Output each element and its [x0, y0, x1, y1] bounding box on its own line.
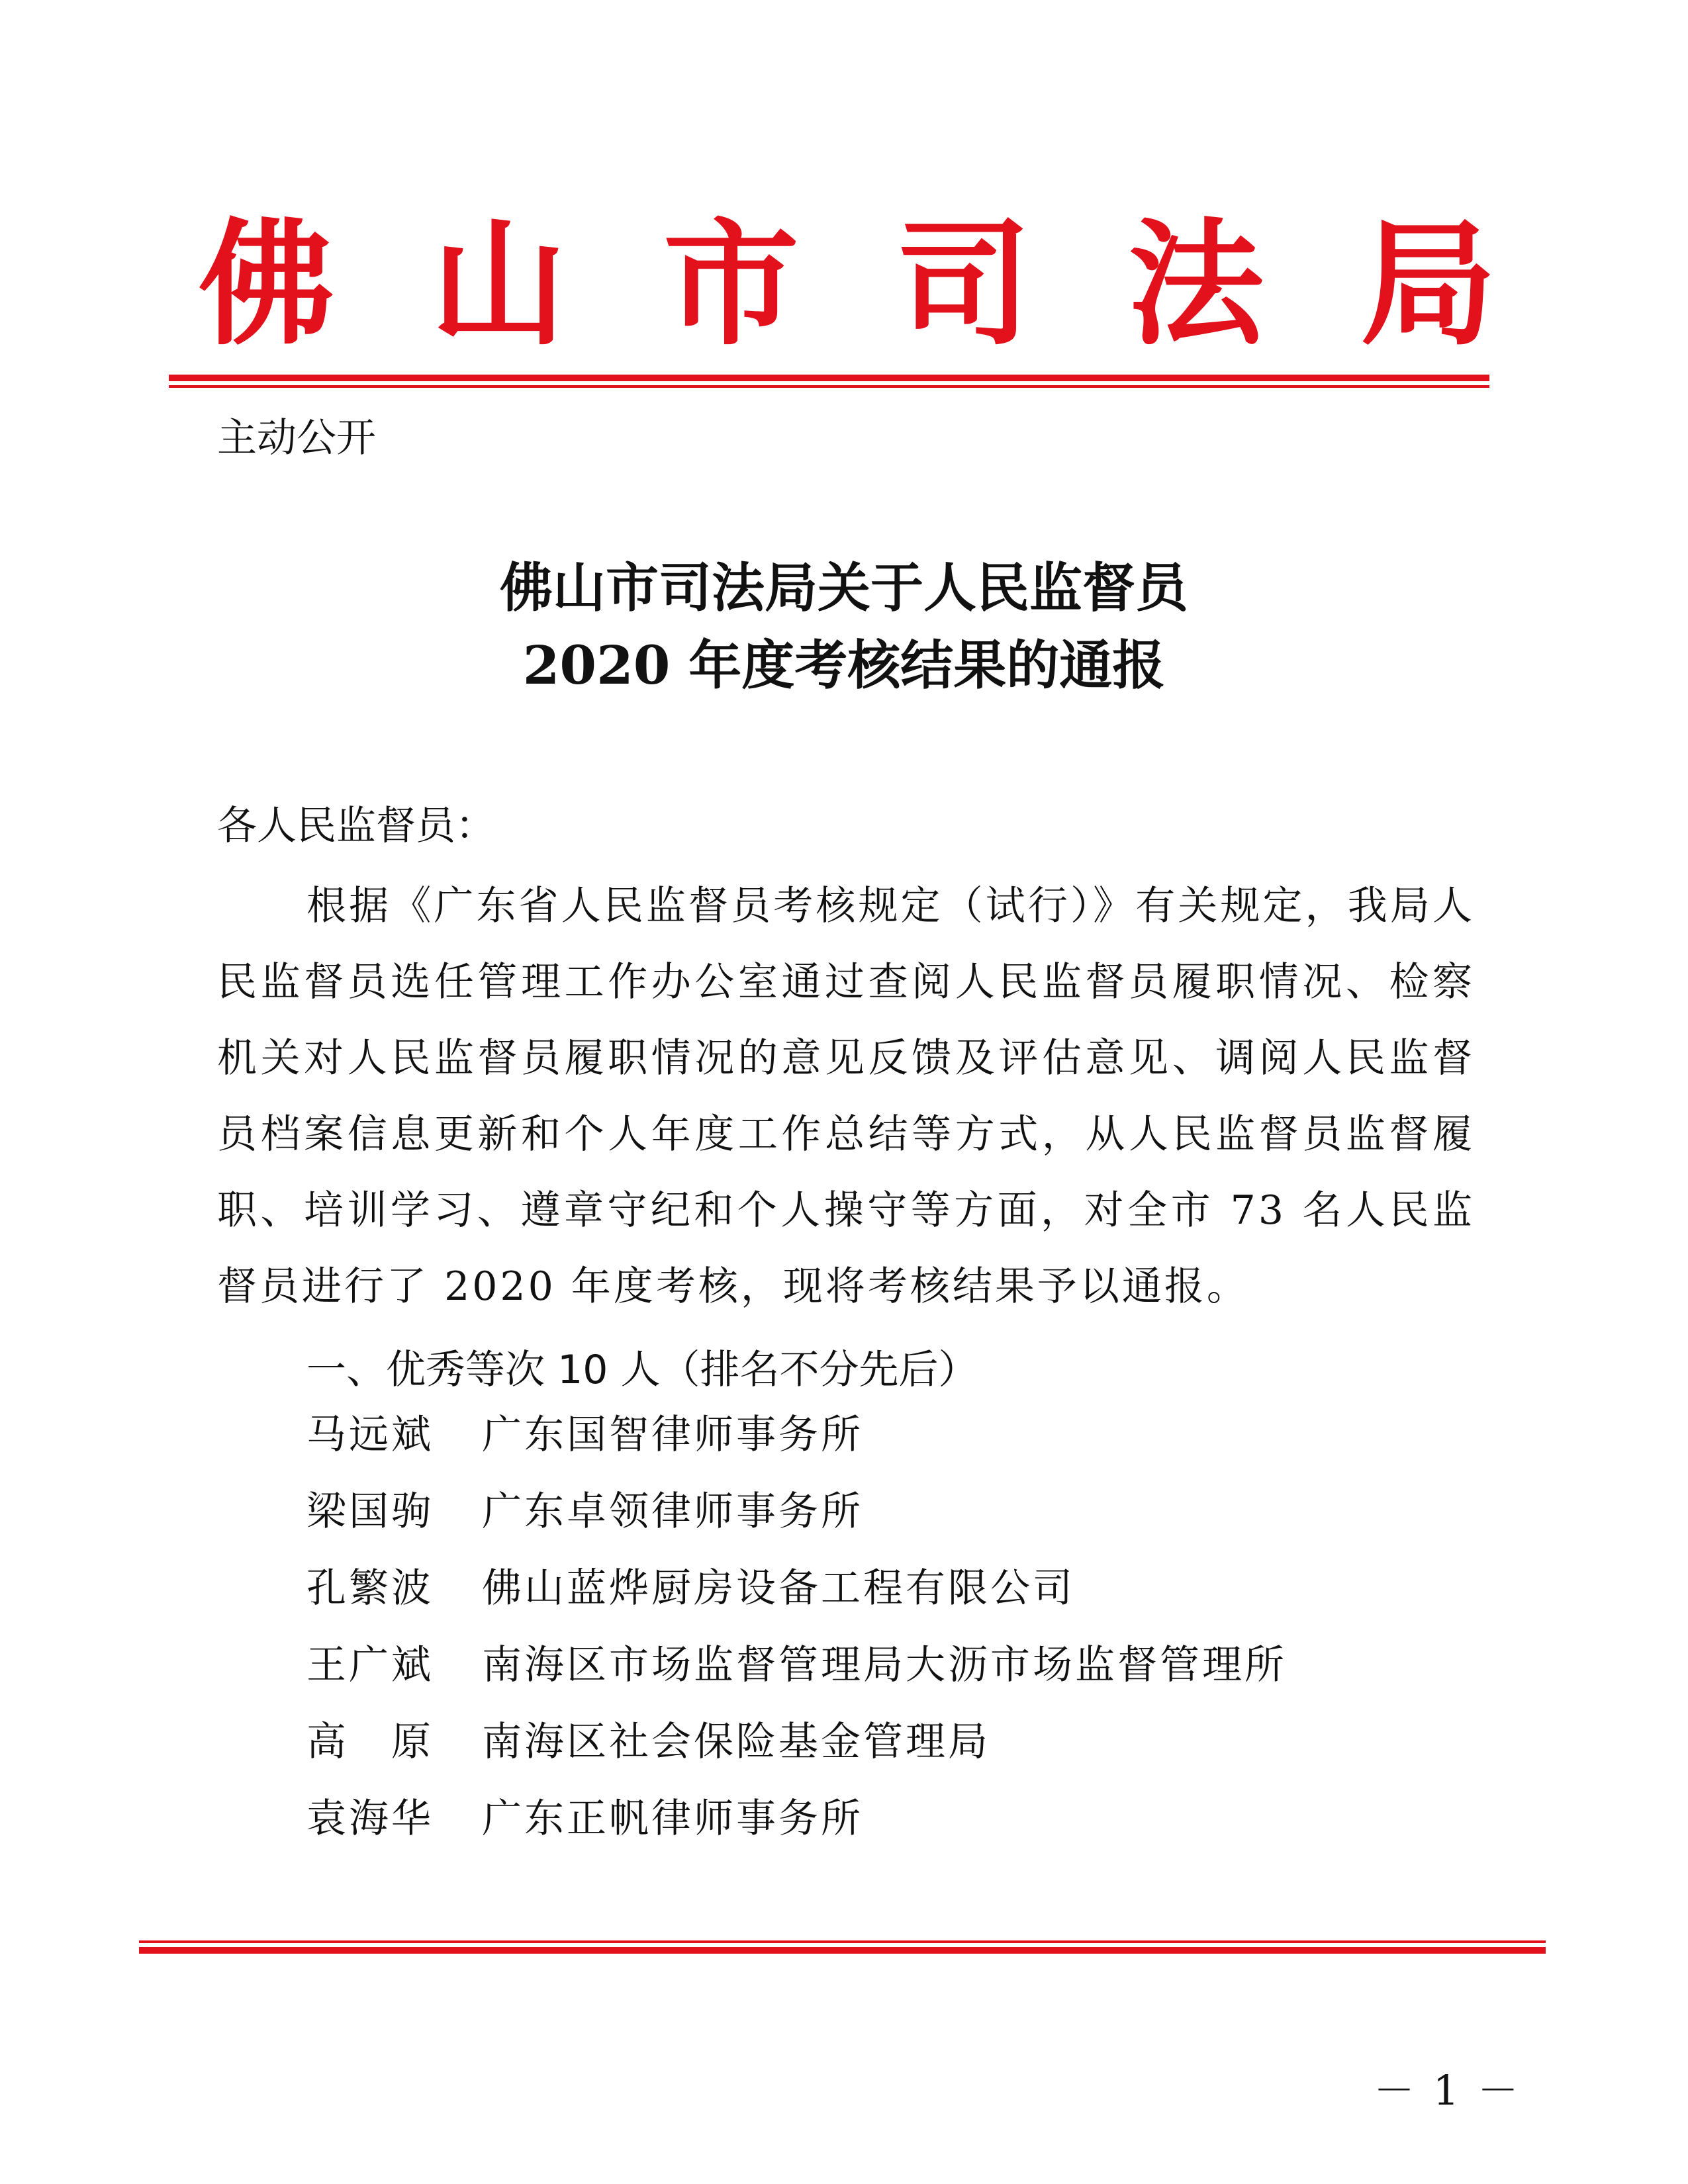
list-item [306, 1488, 1287, 1569]
member-org: 佛山蓝烨厨房设备工程有限公司 [482, 1565, 1075, 1612]
member-org: 广东卓领律师事务所 [482, 1488, 863, 1535]
publicity-label: 主动公开 [217, 415, 376, 461]
member-name: 马远斌 [306, 1412, 434, 1458]
footer-rule-thick [139, 1947, 1546, 1954]
list-item [306, 1412, 1287, 1492]
body-paragraph: 根据《广东省人民监督员考核规定（试行）》有关规定，我局人民监督员选任管理工作办公室通过查阅人民监督员履职情况、检察机关对人民监督员履职情况的意见反馈及评估意见、调阅人民监督员档案信息更新和个人年度工作总结等方式，从人民监督员监督履职、培训学习、遵章守纪和个人操守等方面，对全市 73 名人民监督员进行了 2020 年度考核，现将考核结果予以通报。 [217, 883, 1475, 1310]
masthead-char: 市 [663, 205, 799, 364]
page-number: － 1 － [1374, 2066, 1521, 2115]
member-org: 南海区市场监督管理局大沥市场监督管理所 [482, 1642, 1287, 1688]
member-name: 王广斌 [306, 1642, 434, 1688]
list-item [306, 1642, 1287, 1722]
masthead-char: 司 [896, 205, 1031, 364]
member-org: 广东国智律师事务所 [482, 1412, 863, 1458]
member-name: 高 原 [306, 1719, 434, 1765]
document-title-line1: 佛山市司法局关于人民监督员 [500, 557, 1188, 619]
masthead-char: 法 [1128, 205, 1264, 364]
member-org: 南海区社会保险基金管理局 [482, 1719, 990, 1765]
masthead-char: 山 [431, 205, 567, 364]
masthead-char: 局 [1360, 205, 1496, 364]
header-rule-thick [169, 375, 1489, 381]
member-name: 孔繁波 [306, 1565, 434, 1612]
list-item [306, 1719, 1287, 1799]
salutation: 各人民监督员： [217, 803, 495, 849]
document-title-line2: 2020 年度考核结果的通报 [522, 634, 1166, 696]
header-rule-thin [169, 385, 1489, 388]
list-item [306, 1796, 1287, 1876]
footer-rule-thin [139, 1940, 1546, 1943]
list-item [306, 1565, 1287, 1645]
member-org: 广东正帆律师事务所 [482, 1796, 863, 1842]
masthead-char: 佛 [199, 205, 334, 364]
member-list [306, 1412, 1287, 1876]
member-name: 梁国驹 [306, 1488, 434, 1535]
section-heading: 一、优秀等次 10 人（排名不分先后） [306, 1347, 978, 1393]
masthead [199, 199, 1496, 371]
member-name: 袁海华 [306, 1796, 434, 1842]
